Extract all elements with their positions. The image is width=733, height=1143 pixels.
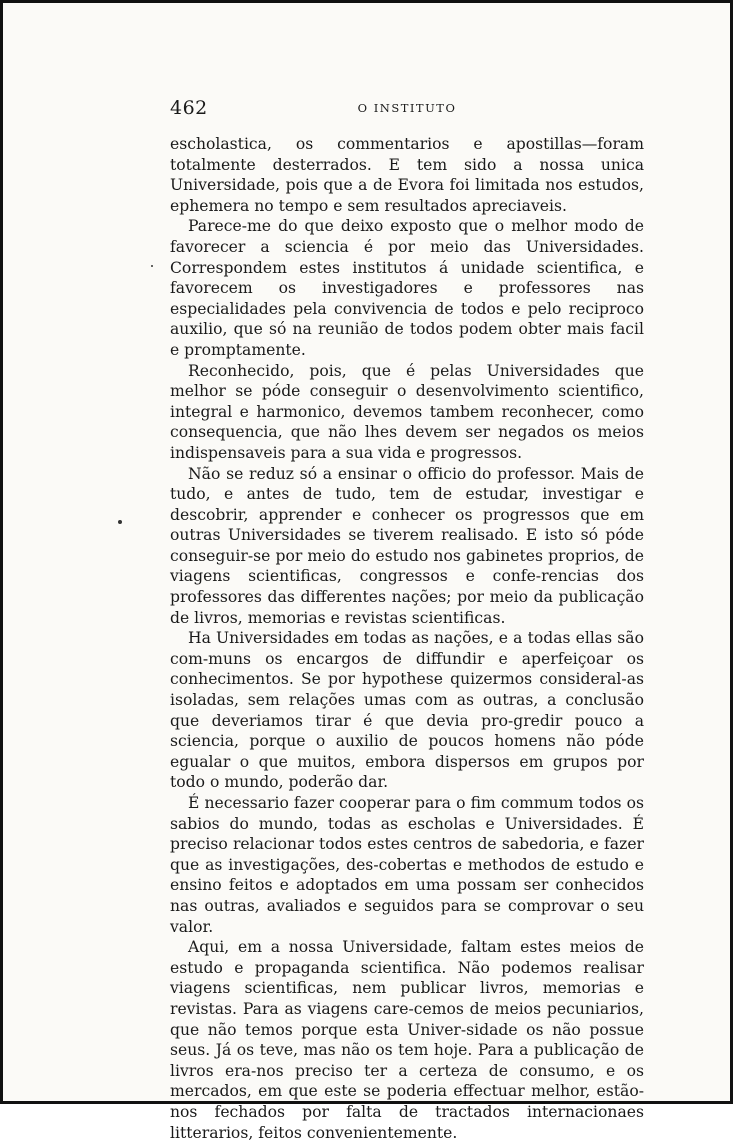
paragraph: Ha Universidades em todas as nações, e a todas ellas são com-muns os encargos de diffundir e aperfeiçoar os conhecimentos. Se por hypothese quizermos consideral-as isoladas, sem relações umas com as outras, a conclusão que deveriamos tirar é que devia pro-gredir pouco a sciencia, porque o auxilio de poucos homens não póde egualar o que muitos, embora dispersos em grupos por todo o mundo, poderão dar. [170, 629, 644, 792]
paragraph: Reconhecido, pois, que é pelas Universidades que melhor se póde conseguir o desenvolvimento scientifico, integral e harmonico, devemos tambem reconhecer, como consequencia, que não lhes devem ser negados os meios indispensaveis para a sua vida e progressos. [170, 361, 644, 462]
ink-speck [151, 265, 153, 267]
running-head: O INSTITUTO [357, 101, 457, 115]
paragraph: Aqui, em a nossa Universidade, faltam estes meios de estudo e propaganda scientifica. Não podemos realisar viagens scientificas, nem publicar livros, memorias e revistas. Para as viagens care-cemos de meios pecuniarios, que não temos porque esta Univer-sidade os não possue seus. Já os teve, mas não os tem hoje. Para a publicação de livros era-nos preciso ter a certeza de consumo, e os mercados, em que este se poderia effectuar melhor, estão-nos fechados por falta de tractados internacionaes litterarios, feitos convenientemente. [170, 938, 644, 1142]
page-number: 462 [170, 97, 208, 119]
paragraph: Parece-me do que deixo exposto que o melhor modo de favorecer a sciencia é por meio das Universidades. Correspondem estes institutos á unidade scientifica, e favorecem os investigadores e professores nas especialidades pela convivencia de todos e pelo reciproco auxilio, que só na reunião de todos podem obter mais facil e promptamente. [170, 217, 644, 359]
ink-speck [118, 520, 122, 524]
page-body [170, 134, 644, 1143]
paragraph: Não se reduz só a ensinar o officio do professor. Mais de tudo, e antes de tudo, tem de estudar, investigar e descobrir, apprender e conhecer os progressos que em outras Universidades se tiverem realisado. E isto só póde conseguir-se por meio do estudo nos gabinetes proprios, de viagens scientificas, congressos e confe-rencias dos professores das differentes nações; por meio da publicação de livros, memorias e revistas scientificas. [170, 464, 644, 627]
page-header [170, 97, 644, 121]
paragraph: É necessario fazer cooperar para o fim commum todos os sabios do mundo, todas as escholas e Universidades. É preciso relacionar todos estes centros de sabedoria, e fazer que as investigações, des-cobertas e methodos de estudo e ensino feitos e adoptados em uma possam ser conhecidos nas outras, avaliados e seguidos para se comprovar o seu valor. [170, 794, 644, 936]
paragraph-continuation: escholastica, os commentarios e apostillas—foram totalmente desterrados. E tem sido a nossa unica Universidade, pois que a de Evora foi limitada nos estudos, ephemera no tempo e sem resultados apreciaveis. [170, 135, 644, 215]
